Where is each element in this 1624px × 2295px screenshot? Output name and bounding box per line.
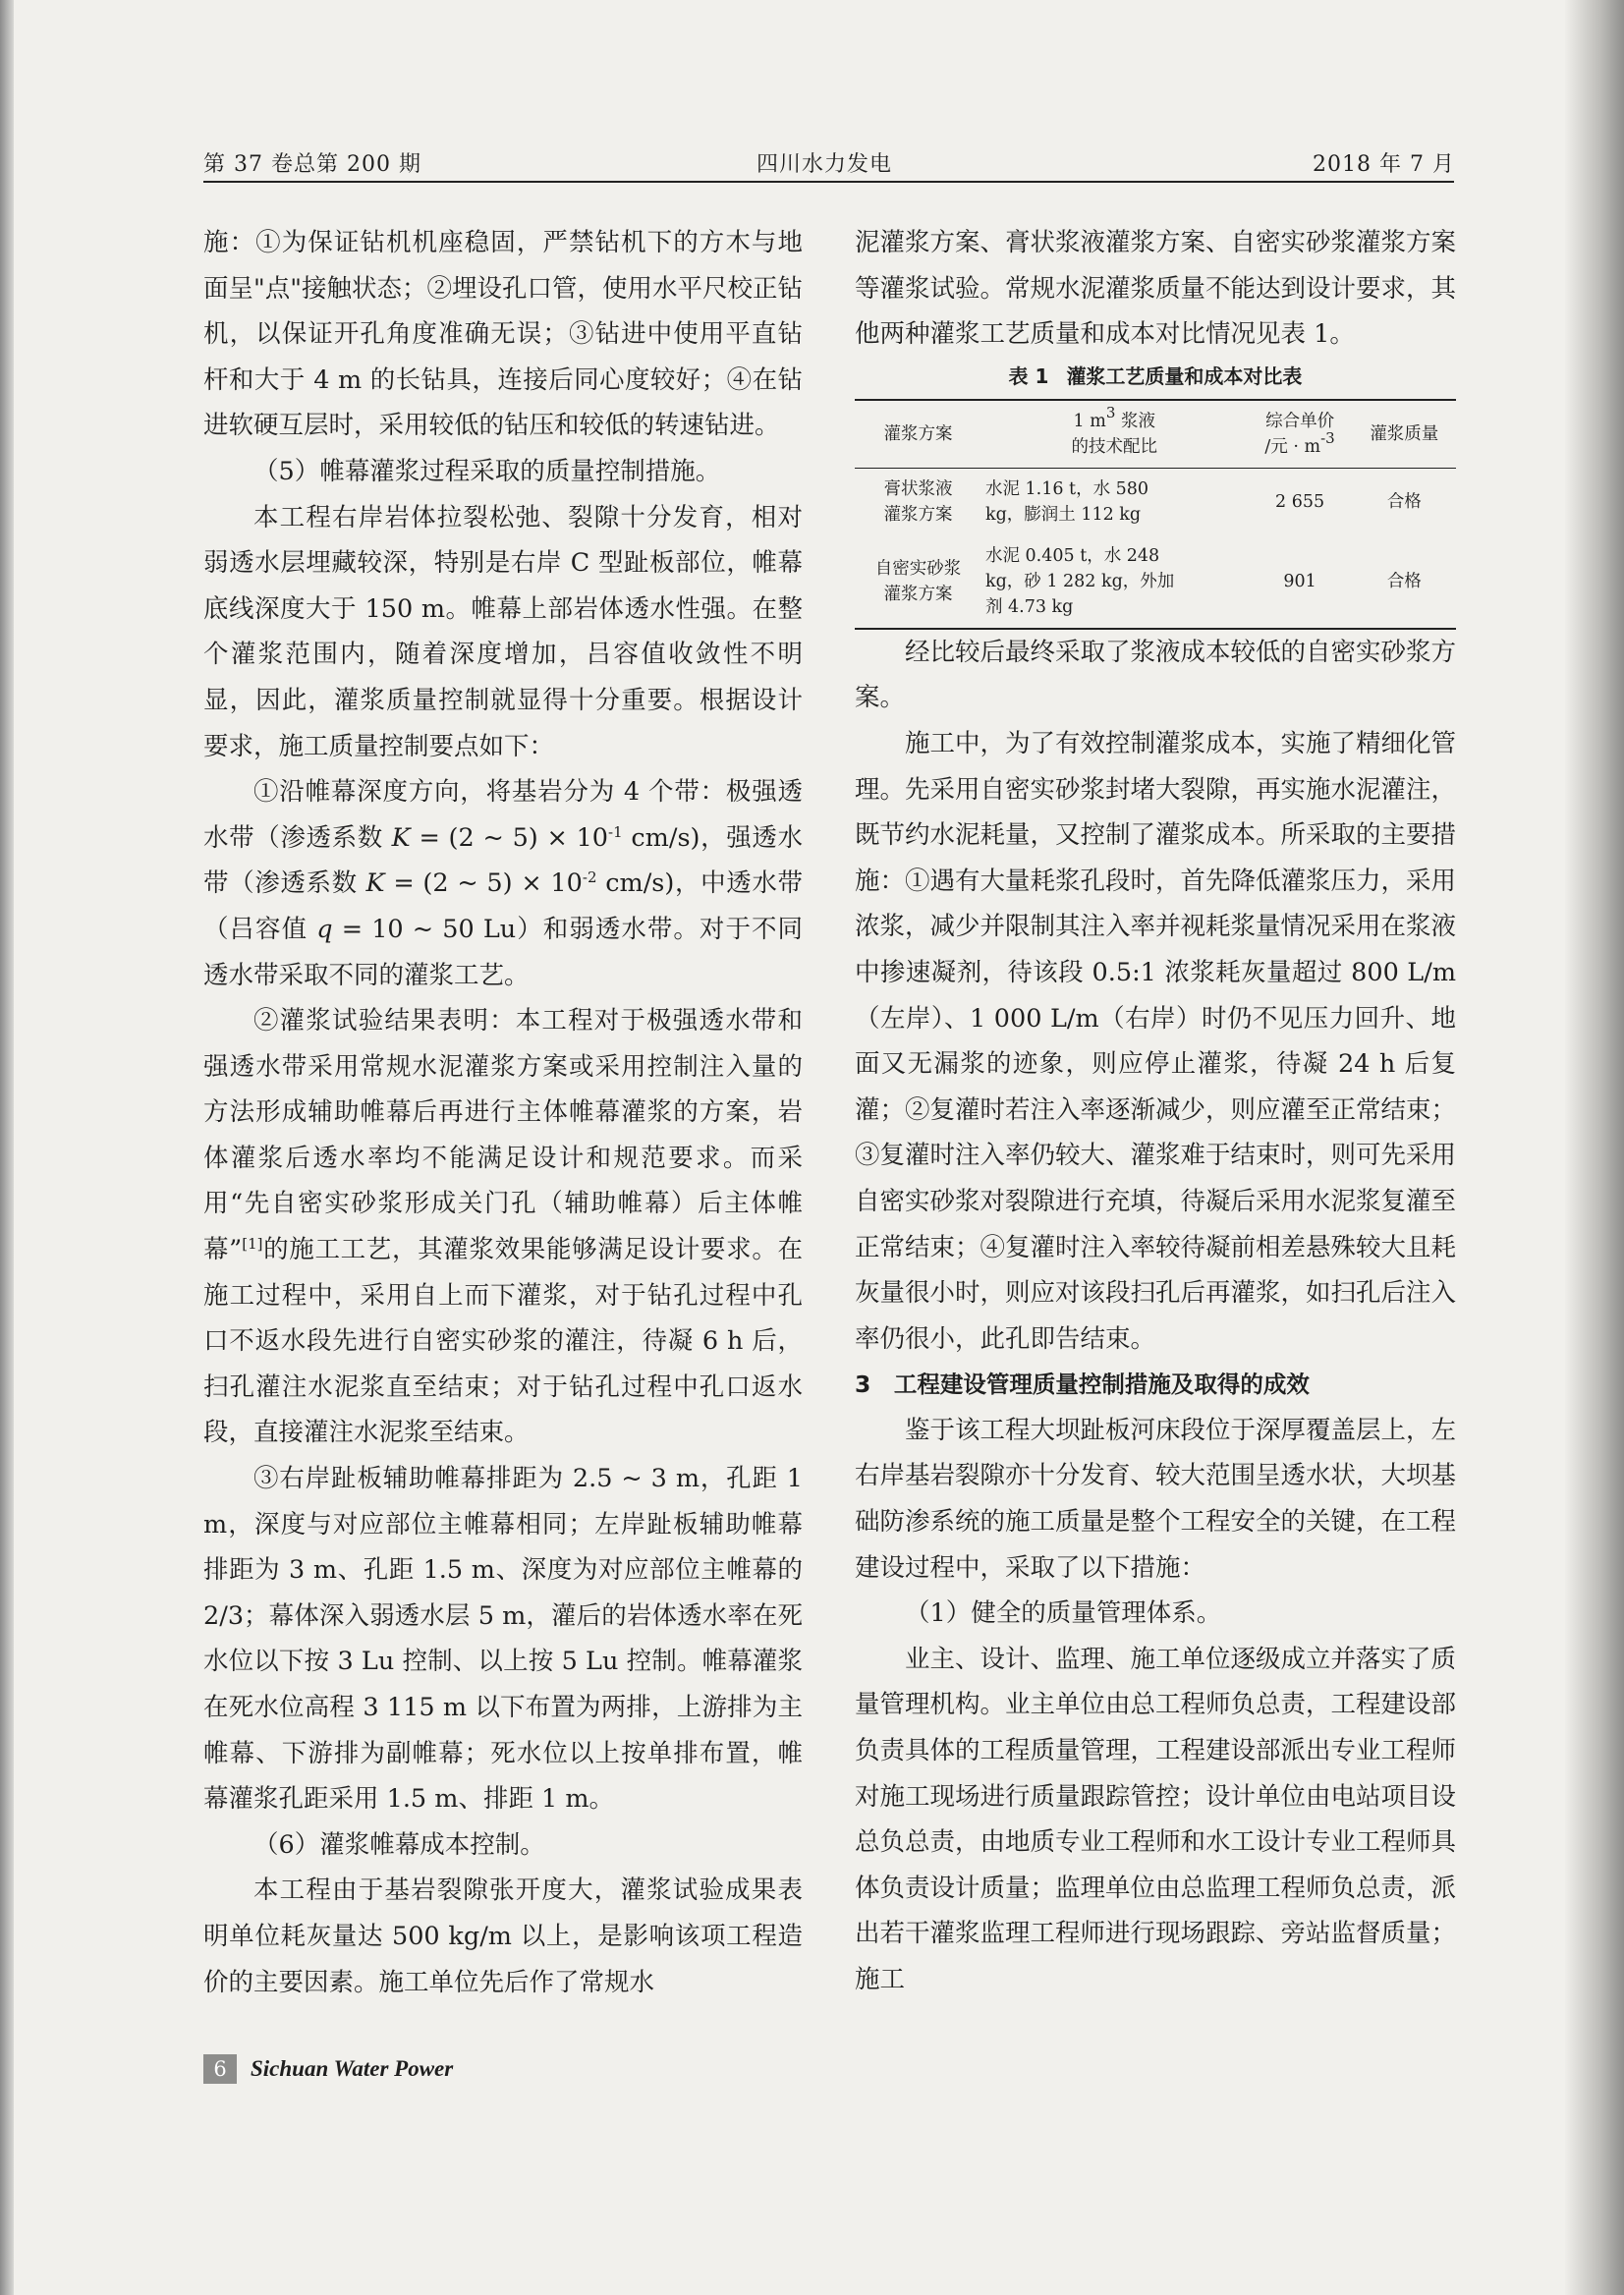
cell-line: 膏状浆液 [883,478,953,499]
text-run: ②灌浆试验结果表明：本工程对于极强透水带和强透水带采用常规水泥灌浆方案或采用控制注入量的方法形成辅助帷幕后再进行主体帷幕灌浆的方案，岩体灌浆后透水率均不能满足设计和规范要求。而采用“先自密实砂浆形成关门孔（辅助帷幕）后主体帷幕” [203,1006,803,1265]
cell-price: 901 [1283,571,1316,591]
variable-k: K [391,822,411,853]
cell-quality: 合格 [1386,571,1422,591]
table-header-row [855,400,1456,469]
header-ratio [981,400,1248,469]
superscript: -1 [608,822,623,841]
paragraph: ③右岸趾板辅助帷幕排距为 2.5 ~ 3 m，孔距 1 m，深度与对应部位主帷幕相同；左岸趾板辅助帷幕排距为 3 m、孔距 1.5 m、深度为对应部位主帷幕的 2/3；幕体深入弱透水层 5 m，灌后的岩体透水率在死水位以下按 3 Lu 控制、以上按 5 Lu 控制。帷幕灌浆在死水位高程 3 115 m 以下布置为两排，上游排为主帷幕、下游排为副帷幕；死水位以上按单排布置，帷幕灌浆孔距采用 1.5 m、排距 1 m。 [203,1464,803,1815]
cell-line: kg，膨润土 112 kg [984,504,1142,525]
text-run: = (2 ~ 5) × 10 [410,822,609,853]
cell-line: 水泥 1.16 t，水 580 [984,478,1149,499]
subsection-heading: （6）灌浆帷幕成本控制。 [253,1829,545,1860]
page-number: 6 [203,2054,237,2084]
variable-q: q [316,914,333,944]
citation-ref[interactable]: [1] [242,1235,263,1254]
scan-shadow-right [1565,0,1624,2295]
paragraph: 鉴于该工程大坝趾板河床段位于深厚覆盖层上，左右岸基岩裂隙亦十分发育、较大范围呈透水状，大坝基础防渗系统的施工质量是整个工程安全的关键，在工程建设过程中，采取了以下措施： [855,1415,1457,1583]
cell-price: 2 655 [1275,491,1325,512]
paragraph: 本工程右岸岩体拉裂松弛、裂隙十分发育，相对弱透水层埋藏较深，特别是右岸 C 型趾板部位，帷幕底线深度大于 150 m。帷幕上部岩体透水性强。在整个灌浆范围内，随着深度增加，吕容值收敛性不明显，因此，灌浆质量控制就显得十分重要。根据设计要求，施工质量控制要点如下： [203,502,803,761]
footer-journal-name: Sichuan Water Power [251,2056,454,2081]
section-heading: 3 工程建设管理质量控制措施及取得的成效 [855,1371,1310,1399]
subsection-heading: （5）帷幕灌浆过程采取的质量控制措施。 [253,456,721,486]
header-price [1248,400,1353,469]
header-date: 2018 年 7 月 [1313,152,1455,177]
paragraph-grouting-test [203,998,803,1456]
paragraph: 施：①为保证钻机机座稳固，严禁钻机下的方木与地面呈"点"接触状态；②埋设孔口管，使用水平尺校正钻机，以保证开孔角度准确无误；③钻进中使用平直钻杆和大于 4 m 的长钻具，连接后同心度较好；④在钻进软硬互层时，采用较低的钻压和较低的转速钻进。 [203,228,803,441]
text-run: = (2 ~ 5) × 10 [384,868,583,899]
superscript: -2 [582,868,597,887]
paragraph: 泥灌浆方案、膏状浆液灌浆方案、自密实砂浆灌浆方案等灌浆试验。常规水泥灌浆质量不能达到设计要求，其他两种灌浆工艺质量和成本对比情况见表 1。 [855,228,1457,350]
paragraph: 业主、设计、监理、施工单位逐级成立并落实了质量管理机构。业主单位由总工程师负总责，工程建设部负责具体的工程质量管理，工程建设部派出专业工程师对施工现场进行质量跟踪管控；设计单位由电站项目设总负总责，由地质专业工程师和水工设计专业工程师具体负责设计质量；监理单位由总监理工程师负总责，派出若干灌浆监理工程师进行现场跟踪、旁站监督质量；施工 [855,1644,1457,1994]
text-run: 的施工工艺，其灌浆效果能够满足设计要求。在施工过程中，采用自上而下灌浆，对于钻孔过程中孔口不返水段先进行自密实砂浆的灌注，待凝 6 h 后，扫孔灌注水泥浆直至结束；对于钻孔过程中孔口返水段，直接灌注水泥浆至结束。 [203,1235,803,1448]
variable-k: K [365,868,385,899]
cell-scheme [855,468,981,535]
cell-line: 灌浆方案 [883,584,953,604]
table-caption [855,362,1456,391]
cell-ratio [981,468,1248,535]
header-quality: 灌浆质量 [1370,423,1439,444]
paragraph: 施工中，为了有效控制灌浆成本，实施了精细化管理。先采用自密实砂浆封堵大裂隙，再实施水泥灌注，既节约水泥耗量，又控制了灌浆成本。所采取的主要措施：①遇有大量耗浆孔段时，首先降低灌浆压力，采用浓浆，减少并限制其注入率并视耗浆量情况采用在浆液中掺速凝剂，待该段 0.5:1 浓浆耗灰量超过 800 L/m（左岸）、1 000 L/m（右岸）时仍不见压力回升、地面又无漏浆的迹象，则应停止灌浆，待凝 24 h 后复灌；②复灌时若注入率逐渐减少，则应灌至正常结束；③复灌时注入率仍较大、灌浆难于结束时，则可先采用自密实砂浆对裂隙进行充填，待凝后采用水泥浆复灌至正常结束；④复灌时注入率较待凝前相差悬殊较大且耗灰量很小时，则应对该段扫孔后再灌浆，如扫孔后注入率仍很小，此孔即告结束。 [855,728,1457,1354]
table-1 [855,362,1456,630]
cell-line: 自密实砂浆 [874,558,962,579]
header-price-line1: 综合单价 [1265,411,1335,431]
text-run: = 10 ~ 50 Lu）和弱透水带。对于不同透水带采取不同的灌浆工艺。 [203,914,804,990]
table-title: 灌浆工艺质量和成本对比表 [1066,364,1303,388]
header-ratio-line1b: 浆液 [1115,411,1155,431]
table-row [855,468,1456,535]
cell-line: 灌浆方案 [883,504,953,525]
text-run: cm/s)，强透水带（渗透系数 [203,822,803,899]
cell-line: kg，砂 1 282 kg，外加 [984,571,1175,591]
text-run: ①沿帷幕深度方向，将基岩分为 4 个带：极强透水带（渗透系数 [203,777,803,853]
paragraph: 经比较后最终采取了浆液成本较低的自密实砂浆方案。 [855,637,1457,713]
header-ratio-line2: 的技术配比 [1071,436,1157,457]
header-price-line2: /元 · m [1264,436,1321,457]
scan-shadow-left [0,0,14,2295]
comparison-table [855,399,1456,630]
header-scheme: 灌浆方案 [883,423,953,444]
table-number: 表 1 [1008,364,1049,388]
header-rule [203,181,1454,183]
header-ratio-line1a: 1 m [1073,411,1106,431]
right-column [855,220,1456,2003]
header-volume-issue: 第 37 卷总第 200 期 [203,152,421,177]
cell-ratio [981,535,1248,629]
left-column [203,220,803,2005]
header-journal-title: 四川水力发电 [756,152,893,177]
paragraph-permeability-zones [203,769,803,998]
cell-line: 水泥 0.405 t，水 248 [984,545,1160,566]
cell-quality: 合格 [1386,491,1422,512]
table-row [855,535,1456,629]
paragraph: 本工程由于基岩裂隙张开度大，灌浆试验成果表明单位耗灰量达 500 kg/m 以上，是影响该项工程造价的主要因素。施工单位先后作了常规水 [203,1875,803,1997]
footer [203,2054,453,2084]
superscript: -3 [1320,428,1335,447]
superscript: 3 [1105,403,1116,421]
cell-line: 剂 4.73 kg [984,596,1074,617]
text-run: cm/s)，中透水带（吕容值 [203,868,803,944]
subsection-heading: （1）健全的质量管理体系。 [905,1598,1222,1629]
cell-scheme [855,535,981,629]
